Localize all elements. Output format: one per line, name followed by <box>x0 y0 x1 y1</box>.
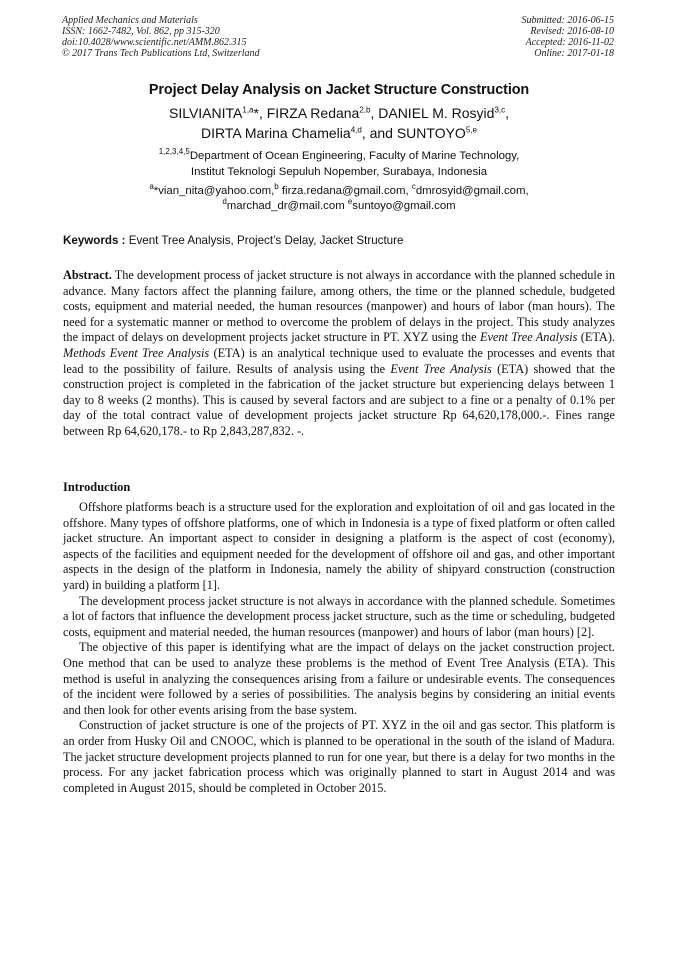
email-list <box>0 184 678 214</box>
author-sup: 5,e <box>465 125 477 135</box>
author-name: SUNTOYO <box>396 125 466 141</box>
author-sep: , <box>370 105 379 121</box>
abstract-text: (ETA) is an analytical technique used to evaluate the processes and events that lead to the possibility of failure. Results of analysis using the <box>63 345 615 376</box>
author-name: DANIEL M. Rosyid <box>378 105 495 121</box>
affiliation-line-1 <box>0 148 678 164</box>
publication-dates <box>522 15 615 59</box>
paragraph: The development process jacket structure is not always in accordance with the planned schedule. Sometimes a lot of factors that influence the development process jacket structure, such as the time or scheduling, budgeted costs, equipment and material needed, the human resources (manpower) and hours of labor (man hours) [2]. <box>63 593 615 639</box>
affiliation-sup: 1,2,3,4,5 <box>158 147 190 157</box>
abstract-text: (ETA). <box>577 330 615 345</box>
author-sup: 3,c <box>494 105 506 115</box>
email-sup: a <box>149 182 154 192</box>
email-sup: d <box>222 197 227 207</box>
copyright-line: © 2017 Trans Tech Publications Ltd, Switzerland <box>62 48 260 59</box>
email-address: marchad_dr@mail.com <box>226 200 348 212</box>
abstract-label: Abstract. <box>63 268 112 282</box>
submitted-date: Submitted: 2016-06-15 <box>521 15 614 26</box>
issn-line: ISSN: 1662-7482, Vol. 862, pp 315-320 <box>62 26 220 37</box>
author-name: DIRTA Marina Chamelia <box>201 125 351 141</box>
doi-line: doi:10.4028/www.scientific.net/AMM.862.315 <box>62 37 247 48</box>
email-line-1 <box>0 184 678 199</box>
keywords <box>63 234 403 247</box>
affiliation-line-2: Institut Teknologi Sepuluh Nopember, Surabaya, Indonesia <box>190 166 488 178</box>
affiliation <box>0 148 678 180</box>
author-list <box>0 103 678 143</box>
introduction-body <box>63 500 615 796</box>
abstract-term: Event Tree Analysis <box>479 330 578 345</box>
author-name: SILVIANITA <box>168 105 243 121</box>
author-sep: , <box>505 105 509 121</box>
author-line-1 <box>0 103 678 123</box>
abstract-text: The development process of jacket structure is not always in accordance with the planned schedule in advance. Many factors affect the planning failure, among others, the time or the planned schedule, budgeted costs, equipment and material needed, the human resources (manpower) and hours of labor (man hours). The need for a systematic manner or method to overcome the problem of delays in the project. This study analyzes the impact of delays on development projects jacket structure in PT. XYZ using the <box>63 268 615 345</box>
paragraph: Construction of jacket structure is one of the projects of PT. XYZ in the oil and gas sector. This platform is an order from Husky Oil and CNOOC, which is planned to be operational in the south of the island of Madura. The jacket structure development projects planned to run for one year, but there is a delay for two months in the process. For any jacket fabrication process which was originally planned to start in August 2014 and was completed in August 2015, should be completed in October 2015. <box>63 718 615 795</box>
paper-title: Project Delay Analysis on Jacket Structure Construction <box>148 82 530 98</box>
accepted-date: Accepted: 2016-11-02 <box>525 37 614 48</box>
online-date: Online: 2017-01-18 <box>534 48 614 59</box>
keywords-label: Keywords : <box>63 234 126 247</box>
author-sep: *, <box>253 105 267 121</box>
paragraph: Offshore platforms beach is a structure used for the exploration and exploitation of oil and gas located in the offshore. Many types of offshore platforms, one of which in Indonesia is a type of fixed platform or often called jacket structure. An important aspect to consider in designing a platform is the aspect of cost (economy), aspects of the facilities and equipment needed for the development of offshore oil and gas, and other important aspects in the design of the platform in Indonesia, namely the ability of shipyard construction (construction yard) in building a platform [1]. <box>63 500 615 592</box>
email-address: *vian_nita@yahoo.com, <box>153 185 275 197</box>
email-address: dmrosyid@gmail.com, <box>415 185 529 197</box>
email-line-2 <box>0 199 678 214</box>
journal-name: Applied Mechanics and Materials <box>62 15 198 26</box>
author-sep: , and <box>361 125 397 141</box>
email-sup: c <box>411 182 416 192</box>
author-line-2 <box>0 123 678 143</box>
email-address: firza.redana@gmail.com, <box>278 185 412 197</box>
affiliation-dept: Department of Ocean Engineering, Faculty of Marine Technology, <box>189 150 520 162</box>
email-address: suntoyo@gmail.com <box>352 200 456 212</box>
abstract-term: Methods Event Tree Analysis <box>63 345 210 360</box>
journal-info <box>62 15 260 59</box>
email-sup: b <box>274 182 279 192</box>
author-name: FIRZA Redana <box>266 105 360 121</box>
abstract-term: Event Tree Analysis <box>390 361 492 376</box>
abstract-text: (ETA) showed that the construction project is completed in the fabrication of the jacket structure but experiencing delays between 1 day to 8 weeks (2 months). This is caused by several factors and are subject to a fine or a penalty of 0.1% per day of the total contract value of development projects jacket structure Rp 64,620,178,000.-. Fines range between Rp 64,620,178.- to Rp 2,843,287,832. -. <box>63 361 616 438</box>
abstract <box>63 268 615 440</box>
author-sup: 4,d <box>350 125 362 135</box>
email-sup: e <box>347 197 353 207</box>
keywords-text: Event Tree Analysis, Project’s Delay, Jacket Structure <box>125 234 404 247</box>
paragraph: The objective of this paper is identifying what are the impact of delays on the jacket construction project. One method that can be used to analyze these problems is the method of Event Tree Analysis (ETA). This method is useful in analyzing the consequences arising from a failure or undesirable events. The consequences of the incident were followed by a series of possibilities. The analysis begins by considering an initial events and then look for other events arising from the base system. <box>63 640 615 717</box>
author-sup: 2,b <box>359 105 371 115</box>
revised-date: Revised: 2016-08-10 <box>530 26 614 37</box>
author-sup: 1,a <box>242 105 254 115</box>
section-heading: Introduction <box>63 480 131 494</box>
